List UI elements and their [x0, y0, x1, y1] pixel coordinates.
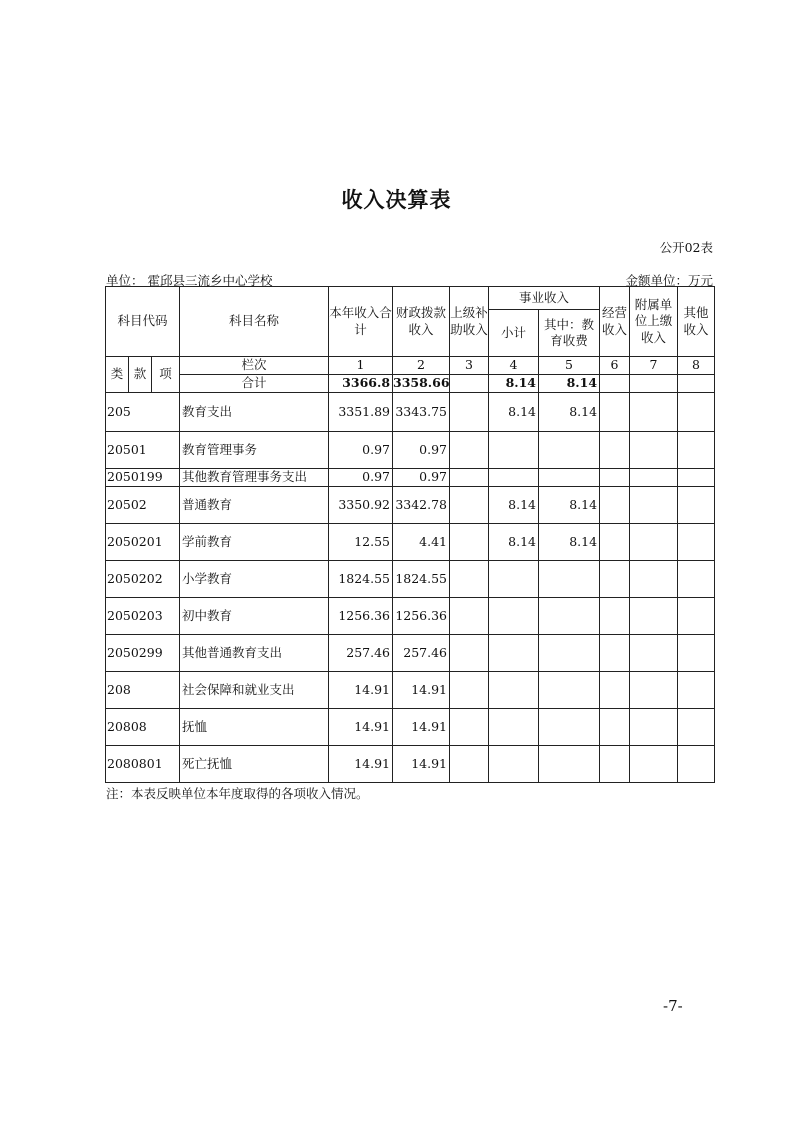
- total-value: [678, 375, 715, 393]
- row-value: [678, 635, 715, 672]
- row-value: 3350.92: [329, 487, 393, 524]
- row-name: 死亡抚恤: [180, 746, 329, 783]
- row-value: 8.14: [489, 524, 539, 561]
- row-value: [600, 524, 630, 561]
- row-value: 14.91: [393, 672, 450, 709]
- row-value: [678, 393, 715, 432]
- row-value: 1824.55: [393, 561, 450, 598]
- row-value: [600, 672, 630, 709]
- row-value: 3343.75: [393, 393, 450, 432]
- row-value: [489, 672, 539, 709]
- row-value: [450, 635, 489, 672]
- header-other: 其他收入: [678, 287, 715, 357]
- row-value: [678, 524, 715, 561]
- header-fiscal: 财政拨款收入: [393, 287, 450, 357]
- row-value: 1824.55: [329, 561, 393, 598]
- total-value: 8.14: [489, 375, 539, 393]
- header-name: 科目名称: [180, 287, 329, 357]
- col-number: 1: [329, 357, 393, 375]
- col-number: 7: [630, 357, 678, 375]
- row-value: [600, 432, 630, 469]
- header-kuan: 款: [129, 357, 152, 393]
- col-number: 8: [678, 357, 715, 375]
- row-value: 8.14: [539, 487, 600, 524]
- row-value: [630, 561, 678, 598]
- row-code: 208: [106, 672, 180, 709]
- total-value: [630, 375, 678, 393]
- row-code: 2050202: [106, 561, 180, 598]
- row-code: 2080801: [106, 746, 180, 783]
- row-value: 1256.36: [329, 598, 393, 635]
- row-name: 普通教育: [180, 487, 329, 524]
- row-value: 0.97: [329, 432, 393, 469]
- header-lei: 类: [106, 357, 129, 393]
- table-row: [106, 672, 715, 709]
- header-subtotal: 小计: [489, 310, 539, 357]
- row-value: [539, 561, 600, 598]
- row-value: [630, 746, 678, 783]
- row-value: [450, 672, 489, 709]
- row-name: 初中教育: [180, 598, 329, 635]
- row-value: 257.46: [393, 635, 450, 672]
- table-row: [106, 432, 715, 469]
- total-value: [450, 375, 489, 393]
- row-value: [630, 432, 678, 469]
- row-value: [630, 709, 678, 746]
- table-row: [106, 524, 715, 561]
- row-value: [539, 635, 600, 672]
- row-value: [450, 709, 489, 746]
- row-value: [630, 635, 678, 672]
- row-value: [678, 746, 715, 783]
- row-value: [600, 635, 630, 672]
- row-value: 14.91: [393, 709, 450, 746]
- table-row: [106, 561, 715, 598]
- row-value: 3351.89: [329, 393, 393, 432]
- row-value: [678, 709, 715, 746]
- row-value: [600, 709, 630, 746]
- row-code: 20502: [106, 487, 180, 524]
- table-row: [106, 635, 715, 672]
- row-code: 205: [106, 393, 180, 432]
- table-row: [106, 709, 715, 746]
- row-value: [539, 746, 600, 783]
- row-value: [489, 746, 539, 783]
- row-value: [678, 561, 715, 598]
- column-number-row: [106, 357, 715, 375]
- row-value: [450, 487, 489, 524]
- table-row: [106, 469, 715, 487]
- header-lanci: 栏次: [180, 357, 329, 375]
- row-value: 3342.78: [393, 487, 450, 524]
- total-value: 3358.66: [393, 375, 450, 393]
- row-value: [600, 561, 630, 598]
- header-row-1: [106, 287, 715, 310]
- row-value: [600, 487, 630, 524]
- header-total-income: 本年收入合计: [329, 287, 393, 357]
- row-value: [678, 469, 715, 487]
- row-value: [600, 393, 630, 432]
- col-number: 5: [539, 357, 600, 375]
- row-value: [450, 393, 489, 432]
- row-name: 抚恤: [180, 709, 329, 746]
- page-title: 收入决算表: [341, 188, 452, 212]
- table-row: [106, 487, 715, 524]
- header-superior: 上级补助收入: [450, 287, 489, 357]
- unit-label: 单位： 霍邱县三流乡中心学校: [106, 273, 273, 288]
- row-value: [600, 598, 630, 635]
- row-name: 教育管理事务: [180, 432, 329, 469]
- col-number: 4: [489, 357, 539, 375]
- header-xiang: 项: [152, 357, 180, 393]
- page-number: -7-: [663, 997, 683, 1015]
- header-business: 事业收入: [489, 287, 600, 310]
- row-code: 2050299: [106, 635, 180, 672]
- row-code: 2050203: [106, 598, 180, 635]
- row-value: [630, 393, 678, 432]
- row-value: [678, 432, 715, 469]
- row-value: [539, 672, 600, 709]
- header-code: 科目代码: [106, 287, 180, 357]
- row-code: 2050199: [106, 469, 180, 487]
- row-value: [678, 487, 715, 524]
- row-value: 4.41: [393, 524, 450, 561]
- total-label: 合计: [180, 375, 329, 393]
- row-value: [450, 746, 489, 783]
- row-value: [630, 524, 678, 561]
- row-value: [539, 469, 600, 487]
- row-code: 20808: [106, 709, 180, 746]
- header-affiliated: 附属单位上缴收入: [630, 287, 678, 357]
- row-value: 14.91: [329, 746, 393, 783]
- row-value: 8.14: [489, 393, 539, 432]
- row-value: 14.91: [329, 672, 393, 709]
- row-code: 20501: [106, 432, 180, 469]
- row-value: [450, 561, 489, 598]
- total-row: [106, 375, 715, 393]
- col-number: 3: [450, 357, 489, 375]
- row-value: [630, 672, 678, 709]
- row-value: [678, 598, 715, 635]
- row-name: 其他教育管理事务支出: [180, 469, 329, 487]
- row-value: [450, 524, 489, 561]
- row-value: [450, 598, 489, 635]
- row-value: [600, 746, 630, 783]
- row-value: [600, 469, 630, 487]
- row-value: 12.55: [329, 524, 393, 561]
- row-value: [489, 561, 539, 598]
- table-note: 注：本表反映单位本年度取得的各项收入情况。: [106, 786, 369, 801]
- row-value: [450, 432, 489, 469]
- table-row: [106, 393, 715, 432]
- row-value: [489, 469, 539, 487]
- amount-unit-label: 金额单位：万元: [625, 273, 713, 288]
- row-value: 0.97: [393, 469, 450, 487]
- row-value: 8.14: [539, 393, 600, 432]
- col-number: 2: [393, 357, 450, 375]
- header-operating: 经营收入: [600, 287, 630, 357]
- table-row: [106, 598, 715, 635]
- row-value: 14.91: [329, 709, 393, 746]
- row-value: 257.46: [329, 635, 393, 672]
- row-value: [539, 598, 600, 635]
- row-value: [489, 635, 539, 672]
- row-code: 2050201: [106, 524, 180, 561]
- row-value: 8.14: [539, 524, 600, 561]
- row-value: 14.91: [393, 746, 450, 783]
- row-value: [630, 487, 678, 524]
- row-value: [678, 672, 715, 709]
- row-value: 8.14: [489, 487, 539, 524]
- row-value: [489, 598, 539, 635]
- income-table: [105, 286, 715, 783]
- col-number: 6: [600, 357, 630, 375]
- total-value: 3366.8: [329, 375, 393, 393]
- row-value: [630, 469, 678, 487]
- row-value: 1256.36: [393, 598, 450, 635]
- row-value: [539, 432, 600, 469]
- table-row: [106, 746, 715, 783]
- header-edu-fee: 其中：教育收费: [539, 310, 600, 357]
- total-value: 8.14: [539, 375, 600, 393]
- form-number: 公开02表: [659, 240, 713, 255]
- row-name: 教育支出: [180, 393, 329, 432]
- row-value: [450, 469, 489, 487]
- row-value: [539, 709, 600, 746]
- row-value: 0.97: [329, 469, 393, 487]
- row-name: 社会保障和就业支出: [180, 672, 329, 709]
- row-value: [489, 709, 539, 746]
- row-value: [489, 432, 539, 469]
- row-name: 小学教育: [180, 561, 329, 598]
- row-name: 其他普通教育支出: [180, 635, 329, 672]
- row-value: [630, 598, 678, 635]
- row-value: 0.97: [393, 432, 450, 469]
- row-name: 学前教育: [180, 524, 329, 561]
- total-value: [600, 375, 630, 393]
